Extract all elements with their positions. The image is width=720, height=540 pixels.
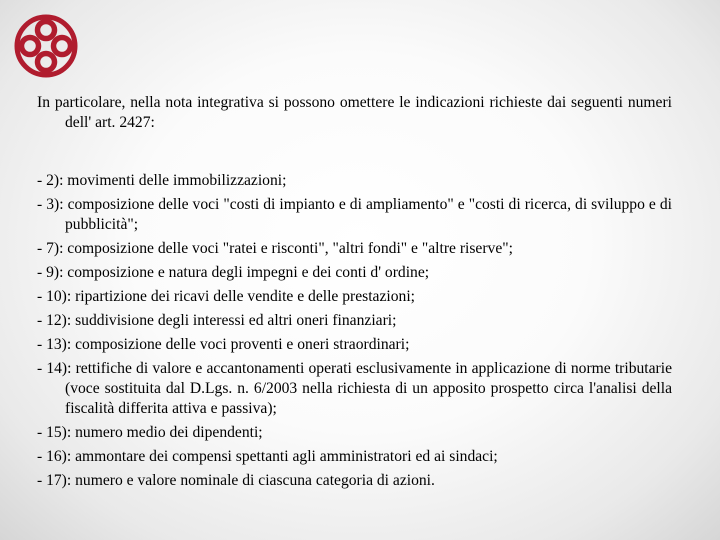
document-body (37, 93, 672, 495)
list-item: - 9): composizione e natura degli impegni e dei conti d' ordine; (37, 264, 430, 281)
list-item: - 16): ammontare dei compensi spettanti agli amministratori ed ai sindaci; (37, 448, 498, 465)
omitted-items-list (37, 171, 672, 491)
list-item: - 15): numero medio dei dipendenti; (37, 424, 263, 441)
list-item: - 17): numero e valore nominale di ciascuna categoria di azioni. (37, 472, 435, 489)
list-item: - 14): rettifiche di valore e accantonamenti operati esclusivamente in applicazione di norme tributarie (voce sostituita dal D.Lgs. n. 6/2003 nella richiesta di un apposito prospetto circa l'analisi della fiscalità differita attiva e passiva); (37, 360, 672, 417)
list-item: - 7): composizione delle voci "ratei e risconti", "altri fondi" e "altre riserve"; (37, 240, 513, 257)
intro-paragraph: In particolare, nella nota integrativa si possono omettere le indicazioni richieste dai seguenti numeri dell' art. 2427: (37, 94, 672, 131)
list-item: - 10): ripartizione dei ricavi delle vendite e delle prestazioni; (37, 288, 415, 305)
decorative-knot-icon (10, 10, 82, 82)
list-item: - 12): suddivisione degli interessi ed altri oneri finanziari; (37, 312, 397, 329)
list-item: - 13): composizione delle voci proventi e oneri straordinari; (37, 336, 410, 353)
list-item: - 3): composizione delle voci "costi di impianto e di ampliamento" e "costi di ricerca, di sviluppo e di pubblicità"; (37, 196, 672, 233)
list-item: - 2): movimenti delle immobilizzazioni; (37, 172, 287, 189)
